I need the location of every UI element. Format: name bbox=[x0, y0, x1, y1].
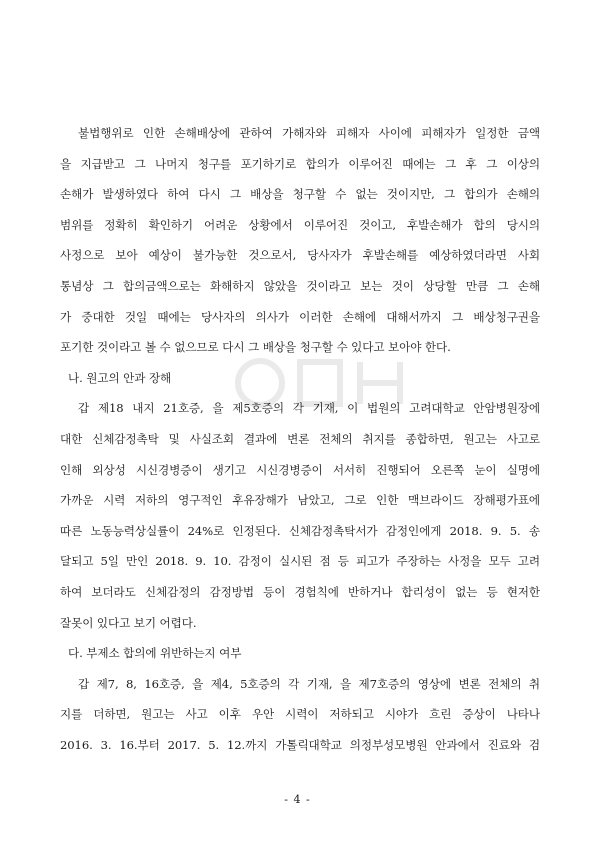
text-line: 가 중대한 것일 때에는 당사자의 의사가 이러한 손해에 대해서까지 그 배상청구권을 bbox=[60, 309, 540, 324]
text-line: 갑 제7, 8, 16호증, 을 제4, 5호증의 각 기재, 을 제7호증의 영상에 변론 전체의 취 bbox=[78, 676, 540, 691]
text-line: 손해가 발생하였다 하여 다시 그 배상을 청구할 수 없는 것이지만, 그 합의가 손해의 bbox=[60, 187, 540, 202]
text-line: 을 지급받고 그 나머지 청구를 포기하기로 합의가 이루어진 때에는 그 후 그 이상의 bbox=[60, 156, 540, 171]
paragraph-settlement-principle bbox=[60, 118, 540, 363]
text-line: 잘못이 있다고 보기 어렵다. bbox=[60, 615, 197, 630]
text-line: 포기한 것이라고 볼 수 없으므로 다시 그 배상을 청구할 수 있다고 보아야 한다. bbox=[60, 340, 451, 355]
document-body bbox=[60, 118, 540, 760]
text-line: 가까운 시력 저하의 영구적인 후유장해가 남았고, 그로 인한 맥브라이드 장해평가표에 bbox=[60, 493, 540, 508]
paragraph-non-suit-agreement bbox=[60, 669, 540, 761]
text-line: 대한 신체감정촉탁 및 사실조회 결과에 변론 전체의 취지를 종합하면, 원고는 사고로 bbox=[60, 431, 540, 446]
text-line: 하여 보더라도 신체감정의 감정방법 등이 경험칙에 반하거나 합리성이 없는 등 현저한 bbox=[60, 584, 540, 599]
text-line: 통념상 그 합의금액으로는 화해하지 않았을 것이라고 보는 것이 상당할 만큼 그 손해 bbox=[60, 278, 540, 293]
text-line: 범위를 정확히 확인하기 어려운 상황에서 이루어진 것이고, 후발손해가 합의 당시의 bbox=[60, 217, 540, 232]
page-number: - 4 - bbox=[284, 793, 311, 806]
text-line: 갑 제18 내지 21호증, 을 제5호증의 각 기재, 이 법원의 고려대학교 안암병원장에 bbox=[78, 401, 540, 416]
section-heading-non-suit-agreement: 다. 부제소 합의에 위반하는지 여부 bbox=[68, 646, 242, 661]
section-heading-eye-disability: 나. 원고의 안과 장해 bbox=[68, 370, 172, 385]
text-line: 따른 노동능력상실률이 24%로 인정된다. 신체감정촉탁서가 감정인에게 2018. 9. 5. 송 bbox=[60, 523, 540, 538]
text-line: 사정으로 보아 예상이 불가능한 것으로서, 당사자가 후발손해를 예상하였더라면 사회 bbox=[60, 248, 540, 263]
text-line: 2016. 3. 16.부터 2017. 5. 12.까지 가톨릭대학교 의정부성모병원 안과에서 진료와 검 bbox=[60, 737, 540, 752]
text-line: 불법행위로 인한 손해배상에 관하여 가해자와 피해자 사이에 피해자가 일정한 금액 bbox=[78, 126, 540, 140]
text-line: 지를 더하면, 원고는 사고 이후 우안 시력이 저하되고 시야가 흐린 증상이 나타나 bbox=[60, 707, 540, 722]
text-line: 달되고 5일 만인 2018. 9. 10. 감정이 실시된 점 등 피고가 주장하는 사정을 모두 고려 bbox=[60, 554, 540, 569]
text-line: 인해 외상성 시신경병증이 생기고 시신경병증이 서서히 진행되어 오른쪽 눈이 실명에 bbox=[60, 462, 540, 477]
paragraph-eye-disability bbox=[60, 393, 540, 638]
